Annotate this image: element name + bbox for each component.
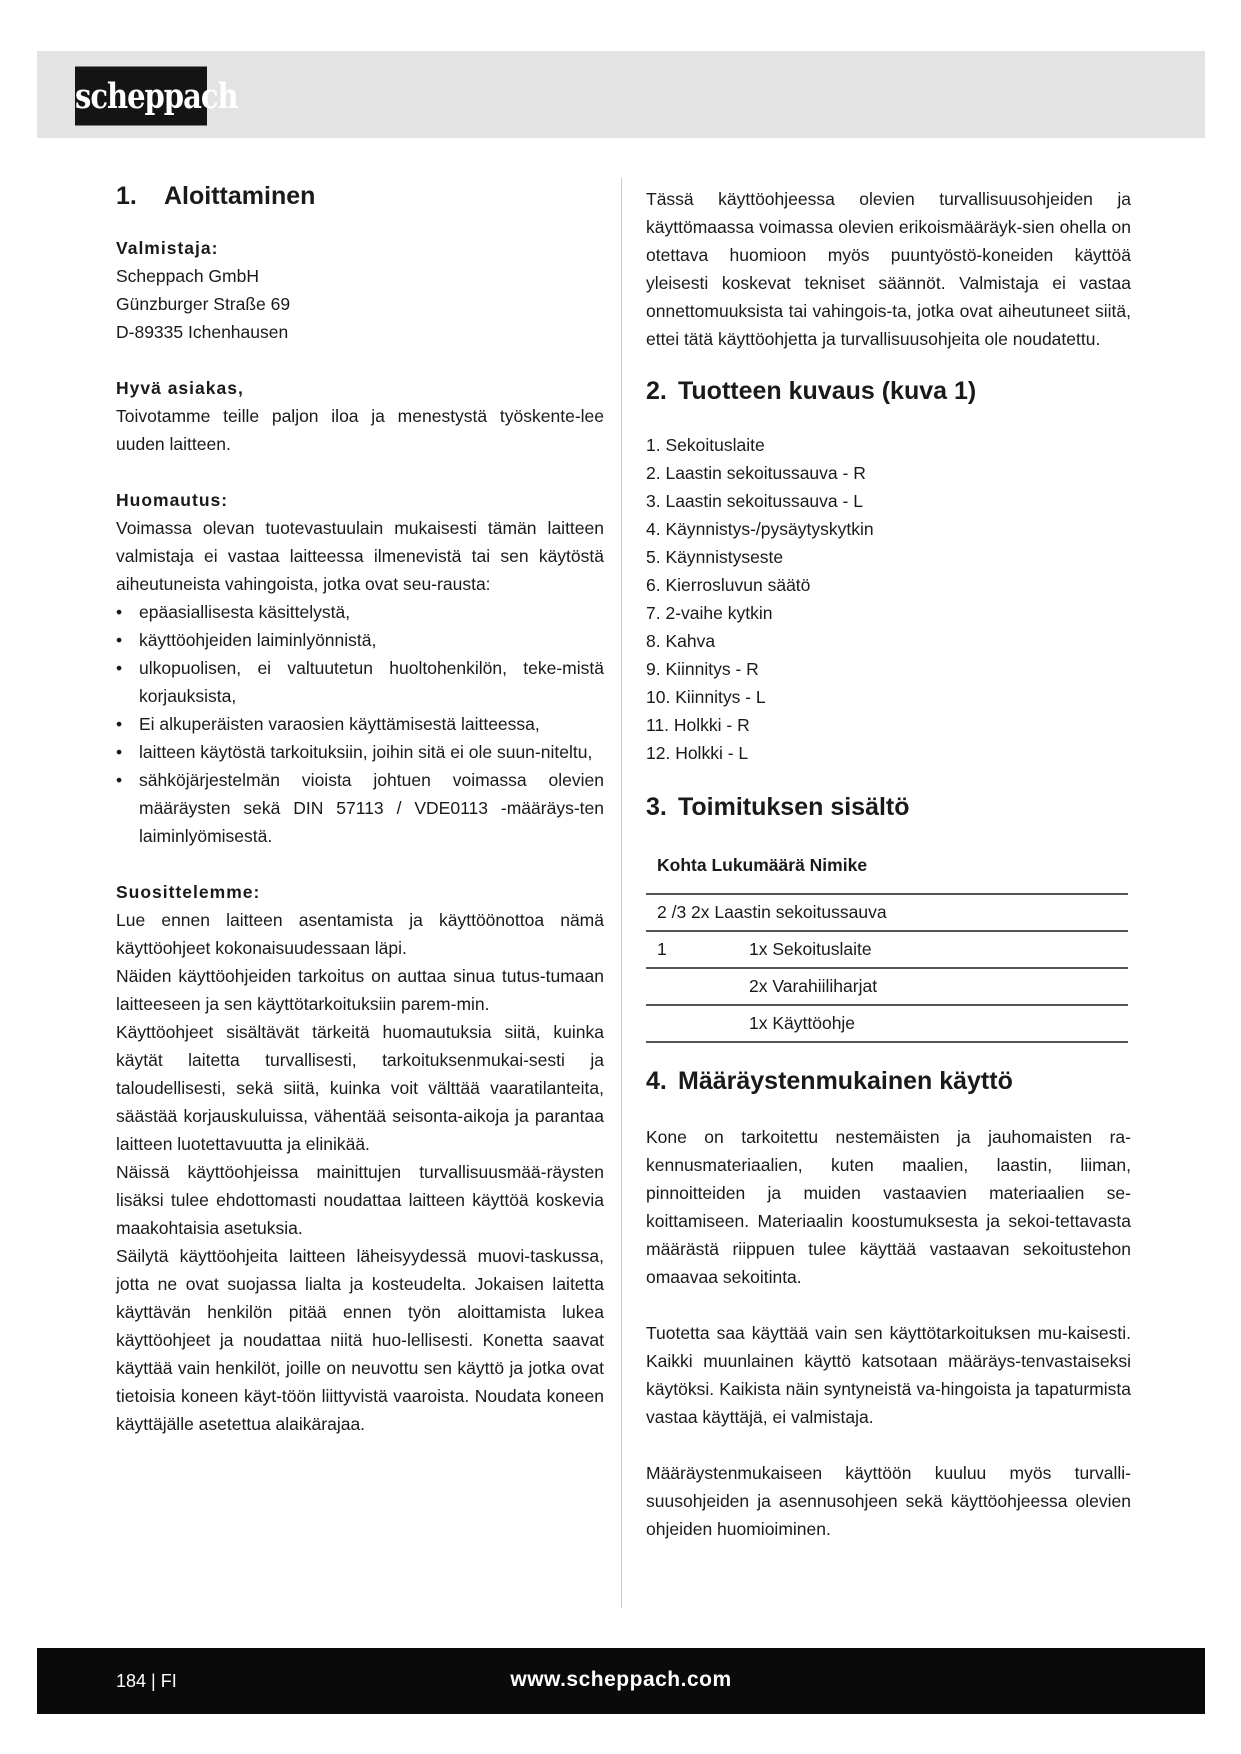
table-cell: 2 /3 2x Laastin sekoitussauva bbox=[646, 894, 1128, 931]
right-column bbox=[646, 178, 1131, 1543]
column-divider bbox=[621, 178, 622, 1608]
note-label: Huomautus: bbox=[116, 490, 229, 510]
section-2-heading bbox=[646, 371, 1131, 411]
note-text: Voimassa olevan tuotevastuulain mukaisesti tämän laitteen valmistaja ei vastaa laitteessa ilmenevistä tai sen käytöstä aiheutuneista vahingoista, jotka ovat seu-rausta: bbox=[116, 518, 604, 594]
recommend-paragraph: Säilytä käyttöohjeita laitteen läheisyydessä muovi-taskussa, jotta ne ovat suojassa lialta ja kosteudelta. Jokaisen laitetta käyttävän henkilön pitää ennen työn aloittamista lukea käyttöohjeet ja noudattaa niitä huo-lellisesti. Konetta saavat käyttää vain henkilöt, joille on neuvottu sen käyttö ja jotka ovat tietoisia koneen käyt-töön liittyvistä vaaroista. Noudata koneen käyttäjälle asetettua alaikärajaa. bbox=[116, 1246, 604, 1434]
list-item: 12. Holkki - L bbox=[646, 743, 749, 763]
table-cell bbox=[646, 968, 749, 1005]
manufacturer-label: Valmistaja: bbox=[116, 238, 219, 258]
table-cell bbox=[646, 1005, 749, 1042]
section-title: Määräystenmukainen käyttö bbox=[678, 1067, 1013, 1095]
list-item: 5. Käynnistyseste bbox=[646, 547, 784, 567]
page-footer bbox=[37, 1648, 1205, 1714]
section-3-heading bbox=[646, 787, 1131, 827]
list-item: 3. Laastin sekoitussauva - L bbox=[646, 491, 863, 511]
intended-use-paragraph: Tuotetta saa käyttää vain sen käyttötarkoituksen mu-kaisesti. Kaikki muunlainen käyttö katsotaan määräys-tenvastaiseksi käytöksi. Kaikista näin syntyneistä va-hingoista ja tapaturmista vastaa käyttäjä, ei valmistaja. bbox=[646, 1323, 1131, 1427]
dear-customer-label: Hyvä asiakas, bbox=[116, 378, 244, 398]
scheppach-logo: scheppach bbox=[75, 67, 207, 126]
safety-paragraph: Tässä käyttöohjeessa olevien turvallisuusohjeiden ja käyttömaassa voimassa olevien erikoismääräyk-sien ohella on otettava huomioon myös puuntyöstö-koneiden käyttöä yleisesti koskevat tekniset säännöt. Valmistaja ei vastaa onnettomuuksista tai vahingois-ta, jotka ovat aiheutuneet siitä, ettei tätä käyttöohjetta ja turvallisuusohjeita ole noudatettu. bbox=[646, 189, 1131, 349]
list-item: 9. Kiinnitys - R bbox=[646, 659, 759, 679]
recommend-paragraph: Näissä käyttöohjeissa mainittujen turvallisuusmää-räysten lisäksi tulee ehdottomasti noudattaa laitteen käyttöä koskevia maakohtaisia asetuksia. bbox=[116, 1162, 604, 1238]
section-4-heading bbox=[646, 1061, 1131, 1101]
page-number: 184 | FI bbox=[116, 1671, 177, 1691]
dear-customer-text: Toivotamme teille paljon iloa ja menestystä työskente-lee uuden laitteen. bbox=[116, 406, 604, 454]
table-row bbox=[646, 894, 1128, 931]
section-title: Toimituksen sisältö bbox=[678, 793, 910, 821]
table-cell: 2x Varahiiliharjat bbox=[749, 968, 1128, 1005]
table-cell: 1x Sekoituslaite bbox=[749, 931, 1128, 968]
list-item: 11. Holkki - R bbox=[646, 715, 750, 735]
list-item: 7. 2-vaihe kytkin bbox=[646, 603, 773, 623]
section-1-heading bbox=[116, 176, 604, 216]
list-item: • laitteen käytöstä tarkoituksiin, joihin sitä ei ole suun-niteltu, bbox=[116, 742, 593, 762]
website-link[interactable]: www.scheppach.com bbox=[510, 1668, 732, 1691]
list-item: • epäasiallisesta käsittelystä, bbox=[116, 602, 351, 622]
recommend-paragraph: Käyttöohjeet sisältävät tärkeitä huomautuksia siitä, kuinka käytät laitetta turvallisesti, tarkoituksenmukai-sesti ja taloudellisesti, sekä siitä, kuinka voit välttää vaaratilanteita, säästää korjauskuluissa, vähentää seisonta-aikoja ja parantaa laitteen luotettavuutta ja elinikää. bbox=[116, 1022, 604, 1154]
table-row bbox=[646, 968, 1128, 1005]
section-title: Aloittaminen bbox=[164, 182, 316, 210]
list-item: • käyttöohjeiden laiminlyönnistä, bbox=[116, 630, 377, 650]
table-row bbox=[646, 1005, 1128, 1042]
manufacturer-line: D-89335 Ichenhausen bbox=[116, 322, 289, 342]
note-bullet-list bbox=[116, 598, 604, 850]
list-item: • ulkopuolisen, ei valtuutetun huoltohenkilön, teke-mistä korjauksista, bbox=[116, 658, 604, 706]
table-cell: 1x Käyttöohje bbox=[749, 1005, 1128, 1042]
left-column bbox=[116, 178, 604, 1438]
recommend-paragraph: Lue ennen laitteen asentamista ja käyttöönottoa nämä käyttöohjeet kokonaisuudessaan läpi. bbox=[116, 910, 604, 958]
table-header: Kohta Lukumäärä Nimike bbox=[646, 837, 1128, 894]
section-number: 3. bbox=[646, 793, 667, 821]
table-row bbox=[646, 931, 1128, 968]
list-item: 2. Laastin sekoitussauva - R bbox=[646, 463, 866, 483]
list-item: 1. Sekoituslaite bbox=[646, 435, 765, 455]
list-item: • Ei alkuperäisten varaosien käyttämisestä laitteessa, bbox=[116, 714, 540, 734]
intended-use-paragraph: Kone on tarkoitettu nestemäisten ja jauhomaisten ra-kennusmateriaalien, kuten maalien, laastin, liiman, pinnoitteiden ja muiden vastaavien materiaalien se-koittamiseen. Materiaalin koostumuksesta ja sekoi-tettavasta määrästä riippuen tulee käyttää vastaavan sekoitustehon omaavaa sekoitinta. bbox=[646, 1127, 1131, 1287]
list-item: 10. Kiinnitys - L bbox=[646, 687, 766, 707]
list-item: 4. Käynnistys-/pysäytyskytkin bbox=[646, 519, 874, 539]
manufacturer-line: Günzburger Straße 69 bbox=[116, 294, 291, 314]
intended-use-paragraph: Määräystenmukaiseen käyttöön kuuluu myös turvalli-suusohjeiden ja asennusohjeen sekä käyttöohjeessa olevien ohjeiden huomioiminen. bbox=[646, 1463, 1131, 1539]
recommend-paragraph: Näiden käyttöohjeiden tarkoitus on auttaa sinua tutus-tumaan laitteeseen ja sen käyttötarkoituksiin parem-min. bbox=[116, 966, 604, 1014]
section-number: 1. bbox=[116, 182, 137, 210]
recommend-label: Suosittelemme: bbox=[116, 882, 261, 902]
list-item: 6. Kierrosluvun säätö bbox=[646, 575, 811, 595]
section-title: Tuotteen kuvaus (kuva 1) bbox=[678, 377, 977, 405]
manufacturer-line: Scheppach GmbH bbox=[116, 266, 259, 286]
page-header bbox=[37, 51, 1205, 138]
delivery-contents-table bbox=[646, 837, 1128, 1043]
list-item: • sähköjärjestelmän vioista johtuen voimassa olevien määräysten sekä DIN 57113 / VDE0113 -määräys-ten laiminlyömisestä. bbox=[116, 770, 604, 846]
list-item: 8. Kahva bbox=[646, 631, 716, 651]
table-header-row bbox=[646, 837, 1128, 894]
product-parts-list bbox=[646, 431, 1131, 767]
table-cell: 1 bbox=[646, 931, 749, 968]
section-number: 4. bbox=[646, 1067, 667, 1095]
section-number: 2. bbox=[646, 377, 667, 405]
